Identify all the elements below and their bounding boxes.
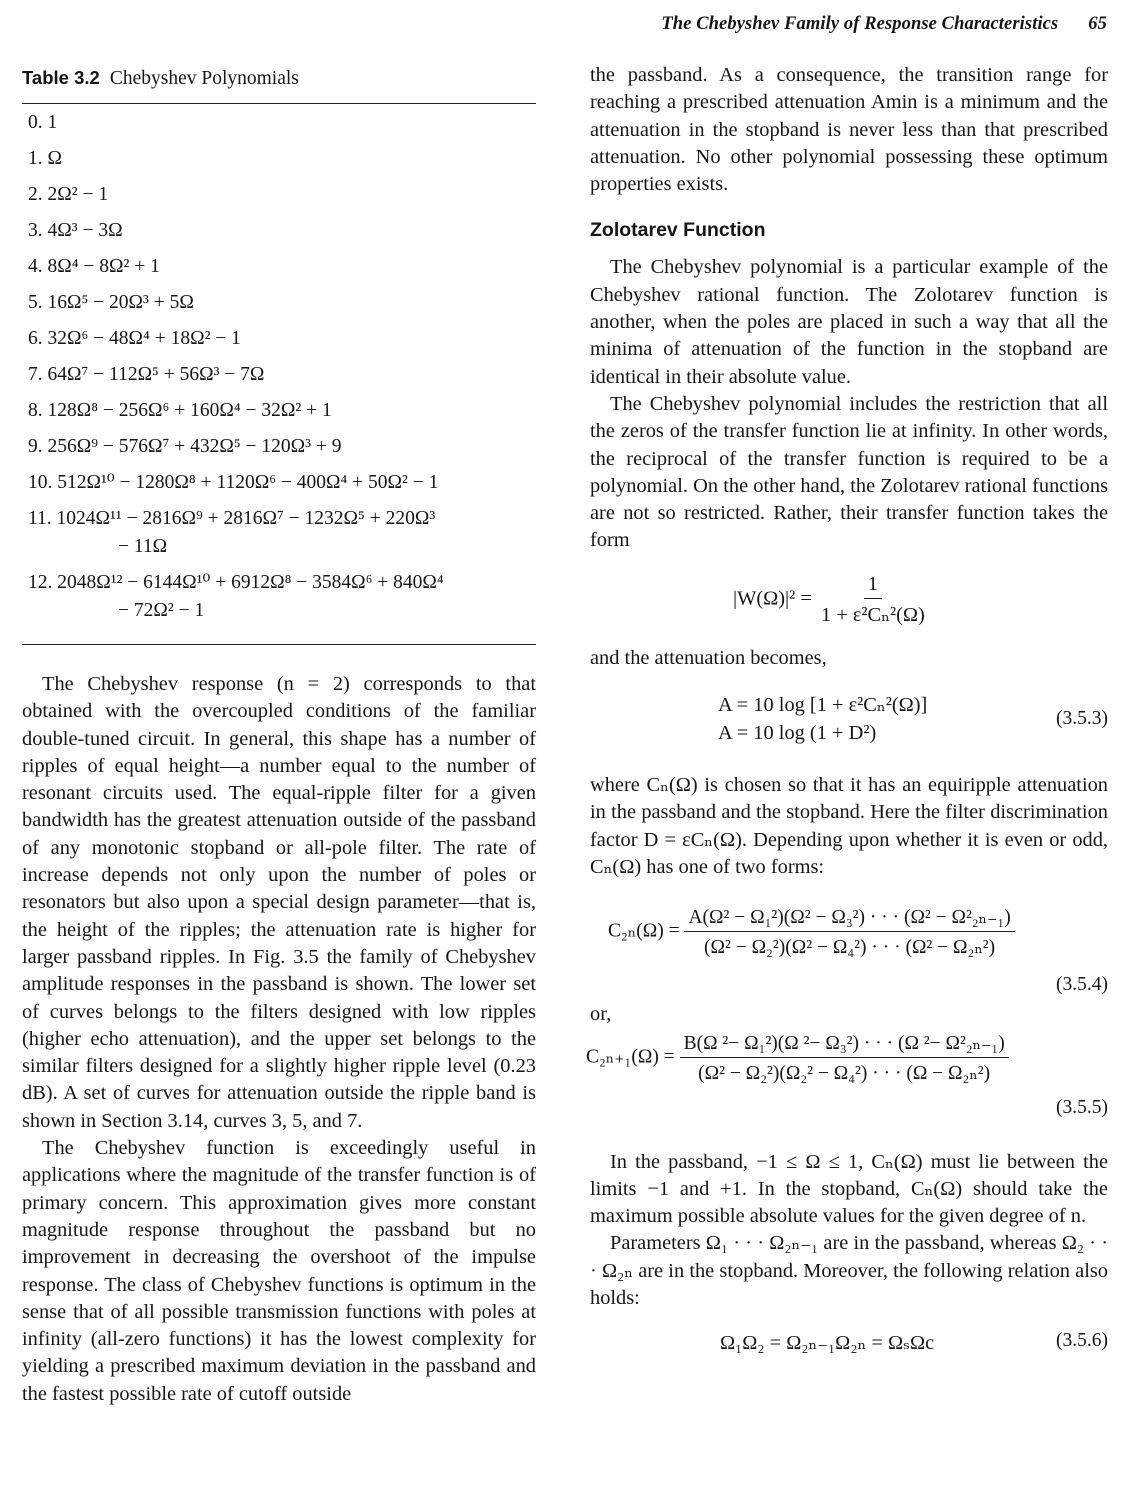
polynomial: 32Ω⁶ − 48Ω⁴ + 18Ω² − 1 [47, 328, 241, 349]
fraction [684, 905, 1014, 959]
polynomial: 512Ω¹⁰ − 1280Ω⁸ + 1120Ω⁶ − 400Ω⁴ + 50Ω² − 1 [57, 472, 439, 493]
polynomial: 4Ω³ − 3Ω [47, 220, 123, 241]
equation-line: A = 10 log (1 + D²) [718, 722, 877, 745]
equation-number: (3.5.5) [1056, 1096, 1108, 1118]
polynomial: 2Ω² − 1 [47, 184, 109, 205]
table-row [28, 398, 536, 423]
table-row [28, 146, 536, 171]
equation-line: Ω₁Ω₂ = Ω₂ₙ₋₁Ω₂ₙ = ΩₛΩc [720, 1332, 935, 1355]
fraction-denominator: 1 + ε²Cₙ²(Ω) [820, 603, 925, 626]
table-row [28, 362, 536, 387]
paragraph: The Chebyshev response (n = 2) corresponds to that obtained with the overcoupled conditions of the familiar double-tuned circuit. In general, this shape has a number of ripples of equal height—a number equal to the number of resonant circuits used. The equal-ripple filter for a given bandwidth has the greatest attenuation outside of the passband of any monotonic stopband or all-pole filter. The rate of increase depends not only upon the number of poles or resonators but also upon a special design parameter—that is, the height of the ripples; the attenuation rate is higher for larger passband ripples. In Fig. 3.5 the family of Chebyshev amplitude responses in the passband is shown. The lower set of curves belongs to the filters designed with low ripples (higher echo attenuation), and the upper set belongs to the similar filters designed for a slightly higher ripple level (0.23 dB). A set of curves for attenuation outside the ripple band is shown in Section 3.14, curves 3, 5, and 7. [22, 673, 536, 1132]
page-number: 65 [1088, 14, 1107, 34]
fraction-denominator: (Ω² − Ω₂²)(Ω² − Ω₄²) · · · (Ω² − Ω₂ₙ²) [704, 937, 996, 959]
paragraph: where Cₙ(Ω) is chosen so that it has an equiripple attenuation in the passband and the stopband. Here the filter discrimination factor D = εCₙ(Ω). Depending upon whether it is even or odd, Cₙ(Ω) has one of two forms: [590, 774, 1108, 878]
running-title: The Chebyshev Family of Response Characteristics [661, 14, 1059, 34]
paragraph: Parameters Ω₁ · · · Ω₂ₙ₋₁ are in the passband, whereas Ω₂ · · · Ω₂ₙ are in the stopband. Moreover, the following relation also holds: [590, 1232, 1108, 1310]
equation-number: (3.5.6) [1056, 1330, 1108, 1352]
fraction-numerator: A(Ω² − Ω₁²)(Ω² − Ω₃²) · · · (Ω² − Ω²₂ₙ₋₁) [684, 905, 1014, 932]
fraction [817, 573, 929, 627]
row-number: 10. [28, 472, 53, 493]
table-caption [22, 64, 536, 93]
table-row [28, 110, 536, 135]
table-row [28, 218, 536, 243]
polynomial-continuation: − 11Ω [118, 536, 168, 557]
equation-c2n [590, 905, 1108, 1003]
row-number: 6. [28, 328, 43, 349]
row-number: 0. [28, 112, 43, 133]
polynomial: 1 [47, 112, 58, 133]
table-title: Chebyshev Polynomials [109, 68, 299, 89]
row-number: 8. [28, 400, 43, 421]
fraction-numerator: 1 [864, 573, 882, 599]
right-column [586, 62, 1108, 1362]
table-row [28, 506, 536, 559]
fraction-denominator: (Ω² − Ω₂²)(Ω₂² − Ω₄²) · · · (Ω − Ω₂ₙ²) [698, 1062, 991, 1084]
row-number: 5. [28, 292, 43, 313]
equation-attenuation [590, 692, 1108, 754]
table-row [28, 434, 536, 459]
row-number: 3. [28, 220, 43, 241]
row-number: 4. [28, 256, 43, 277]
table-row [28, 470, 536, 495]
polynomial: 64Ω⁷ − 112Ω⁵ + 56Ω³ − 7Ω [47, 364, 265, 385]
running-head [661, 14, 1107, 35]
polynomial: 8Ω⁴ − 8Ω² + 1 [47, 256, 160, 277]
equation-c2n1 [586, 1031, 1108, 1123]
fraction [680, 1031, 1009, 1085]
equation-lhs: |W(Ω)|² = [733, 587, 812, 610]
equation-lhs: C₂ₙ(Ω) = [608, 920, 680, 942]
table-row [28, 326, 536, 351]
polynomial-continuation: − 72Ω² − 1 [118, 600, 205, 621]
row-number: 2. [28, 184, 43, 205]
polynomial: 1024Ω¹¹ − 2816Ω⁹ + 2816Ω⁷ − 1232Ω⁵ + 220Ω³ [56, 508, 436, 529]
equation-number: (3.5.4) [1056, 974, 1108, 996]
table-row [28, 182, 536, 207]
left-body-text [22, 671, 536, 1408]
equation-number: (3.5.3) [1056, 708, 1108, 730]
paragraph: In the passband, −1 ≤ Ω ≤ 1, Cₙ(Ω) must lie between the limits −1 and +1. In the stopband, Cₙ(Ω) should take the maximum possible absolute values for the given degree of n. [590, 1150, 1108, 1228]
paragraph: and the attenuation becomes, [590, 646, 827, 669]
paragraph: The Chebyshev polynomial is a particular example of the Chebyshev rational function. The Zolotarev function is another, when the poles are placed in such a way that all the minima of attenuation of the function in the stopband are identical in their absolute value. [590, 256, 1108, 388]
table-row [28, 570, 536, 623]
row-number: 11. [28, 508, 52, 529]
fraction-numerator: B(Ω ²− Ω₁²)(Ω ²− Ω₃²) · · · (Ω ²− Ω²₂ₙ₋₁) [680, 1031, 1009, 1058]
polynomial: 16Ω⁵ − 20Ω³ + 5Ω [47, 292, 194, 313]
polynomial: 128Ω⁸ − 256Ω⁶ + 160Ω⁴ − 32Ω² + 1 [47, 400, 332, 421]
table-row [28, 290, 536, 315]
polynomial-table [22, 104, 536, 644]
left-column [22, 62, 536, 1408]
row-number: 12. [28, 572, 53, 593]
row-number: 9. [28, 436, 43, 457]
table-label: Table 3.2 [22, 67, 100, 88]
equation-relation [590, 1330, 1108, 1362]
polynomial: 2048Ω¹² − 6144Ω¹⁰ + 6912Ω⁸ − 3584Ω⁶ + 840Ω⁴ [57, 572, 444, 593]
table-row [28, 254, 536, 279]
paragraph: The Chebyshev polynomial includes the restriction that all the zeros of the transfer function lie at infinity. In other words, the reciprocal of the transfer function is required to be a polynomial. On the other hand, the Zolotarev rational functions are not so restricted. Rather, their transfer function takes the form [590, 392, 1108, 552]
row-number: 7. [28, 364, 43, 385]
polynomial: 256Ω⁹ − 576Ω⁷ + 432Ω⁵ − 120Ω³ + 9 [47, 436, 342, 457]
paragraph: The Chebyshev function is exceedingly useful in applications where the magnitude of the transfer function is of primary concern. This approximation gives more constant magnitude response throughout the passband but no improvement in decreasing the overshoot of the impulse response. The class of Chebyshev functions is optimum in the sense that of all possible transmission functions with poles at infinity (all-zero functions) it has the lowest complexity for yielding a prescribed maximum deviation in the passband and the fastest possible rate of cutoff outside [22, 1137, 536, 1405]
equation-line: A = 10 log [1 + ε²Cₙ²(Ω)] [718, 694, 928, 717]
polynomial: Ω [47, 148, 62, 169]
equation-lhs: C₂ₙ₊₁(Ω) = [586, 1046, 675, 1067]
row-number: 1. [28, 148, 43, 169]
section-heading: Zolotarev Function [590, 219, 766, 242]
paragraph: or, [590, 1003, 612, 1026]
paragraph: the passband. As a consequence, the transition range for reaching a prescribed attenuation Amin is a minimum and the attenuation in the stopband is never less than that prescribed attenuation. No other polynomial possessing these optimum properties exists. [590, 64, 1108, 196]
equation-w [590, 569, 1108, 633]
table-bottom-rule [22, 644, 536, 645]
